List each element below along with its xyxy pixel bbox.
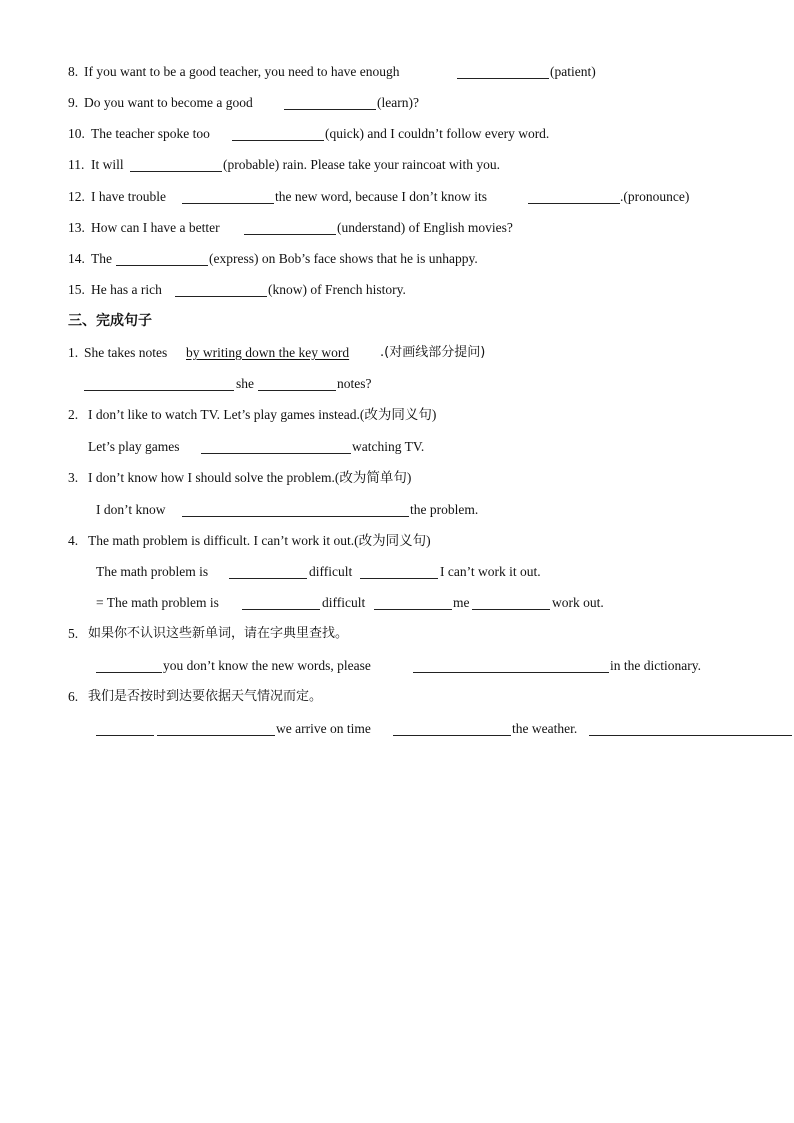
- answer-text: the weather.: [512, 721, 578, 736]
- item-text: The math problem is difficult. I can’t work it out.(改为同义句): [88, 533, 431, 548]
- answer-blank[interactable]: [242, 609, 320, 610]
- answer-blank[interactable]: [393, 735, 511, 736]
- answer-blank[interactable]: [229, 578, 307, 579]
- item-number: 1.: [68, 345, 79, 360]
- item-text: 我们是否按时到达要依据天气情况而定。: [88, 689, 323, 704]
- answer-text: The math problem is: [96, 564, 209, 579]
- item-number: 2.: [68, 407, 79, 422]
- item-number: 5.: [68, 626, 79, 641]
- answer-blank[interactable]: [116, 265, 208, 266]
- item-number: 8.: [68, 64, 79, 79]
- answer-text: = The math problem is: [96, 595, 219, 610]
- item-text-2: the new word, because I don’t know its: [275, 189, 487, 204]
- answer-text: you don’t know the new words, please: [163, 658, 371, 673]
- item-text: I don’t like to watch TV. Let’s play games instead.(改为同义句): [88, 407, 437, 422]
- item-hint: (learn)?: [377, 95, 419, 110]
- item-text: She takes notes: [84, 345, 168, 360]
- item-text: If you want to be a good teacher, you need to have enough: [84, 64, 400, 79]
- answer-text: in the dictionary.: [610, 658, 701, 673]
- item-number: 6.: [68, 689, 79, 704]
- item-text: 如果你不认识这些新单词，请在字典里查找。: [88, 626, 349, 641]
- item-text: How can I have a better: [91, 220, 220, 235]
- answer-text: I can’t work it out.: [440, 564, 541, 579]
- answer-blank[interactable]: [130, 171, 222, 172]
- item-number: 13.: [68, 220, 85, 235]
- item-hint: (quick) and I couldn’t follow every word.: [325, 126, 550, 141]
- item-hint: (patient): [550, 64, 596, 79]
- item-number: 15.: [68, 282, 85, 297]
- item-number: 9.: [68, 95, 79, 110]
- answer-text: I don’t know: [96, 502, 166, 517]
- item-text: I have trouble: [91, 189, 166, 204]
- item-hint: (know) of French history.: [268, 282, 406, 297]
- answer-blank[interactable]: [258, 390, 336, 391]
- answer-text: the problem.: [410, 502, 479, 517]
- item-number: 4.: [68, 533, 79, 548]
- answer-text: watching TV.: [352, 439, 425, 454]
- answer-text: me: [453, 595, 470, 610]
- answer-text: she: [236, 376, 254, 391]
- item-text: It will: [91, 157, 124, 172]
- answer-blank[interactable]: [84, 390, 234, 391]
- item-text: He has a rich: [91, 282, 162, 297]
- answer-blank[interactable]: [182, 516, 409, 517]
- item-hint: .(pronounce): [620, 189, 690, 204]
- answer-blank[interactable]: [232, 140, 324, 141]
- item-number: 12.: [68, 189, 85, 204]
- answer-blank[interactable]: [182, 203, 274, 204]
- answer-blank[interactable]: [457, 78, 549, 79]
- item-instruction: .(对画线部分提问): [380, 345, 486, 360]
- answer-blank[interactable]: [374, 609, 452, 610]
- answer-blank[interactable]: [413, 672, 609, 673]
- answer-text: difficult: [322, 595, 366, 610]
- item-number: 14.: [68, 251, 85, 266]
- answer-blank[interactable]: [528, 203, 620, 204]
- answer-blank[interactable]: [157, 735, 275, 736]
- answer-blank[interactable]: [244, 234, 336, 235]
- answer-blank[interactable]: [175, 296, 267, 297]
- answer-text: we arrive on time: [276, 721, 371, 736]
- answer-text: Let’s play games: [88, 439, 180, 454]
- answer-text: work out.: [552, 595, 604, 610]
- section-title: 三、完成句子: [68, 313, 152, 329]
- underlined-phrase: by writing down the key word: [186, 345, 350, 360]
- item-text: Do you want to become a good: [84, 95, 253, 110]
- item-number: 10.: [68, 126, 85, 141]
- answer-blank[interactable]: [96, 735, 154, 736]
- item-text: The teacher spoke too: [91, 126, 210, 141]
- answer-blank[interactable]: [96, 672, 162, 673]
- item-text: I don’t know how I should solve the problem.(改为简单句): [88, 470, 412, 485]
- answer-blank[interactable]: [589, 735, 792, 736]
- answer-blank[interactable]: [360, 578, 438, 579]
- item-number: 11.: [68, 157, 85, 172]
- answer-text: notes?: [337, 376, 372, 391]
- item-hint: (probable) rain. Please take your raincoat with you.: [223, 157, 501, 172]
- item-text: The: [91, 251, 112, 266]
- answer-blank[interactable]: [472, 609, 550, 610]
- answer-text: difficult: [309, 564, 353, 579]
- item-hint: (understand) of English movies?: [337, 220, 513, 235]
- item-hint: (express) on Bob’s face shows that he is unhappy.: [209, 251, 478, 266]
- answer-blank[interactable]: [284, 109, 376, 110]
- answer-blank[interactable]: [201, 453, 351, 454]
- item-number: 3.: [68, 470, 79, 485]
